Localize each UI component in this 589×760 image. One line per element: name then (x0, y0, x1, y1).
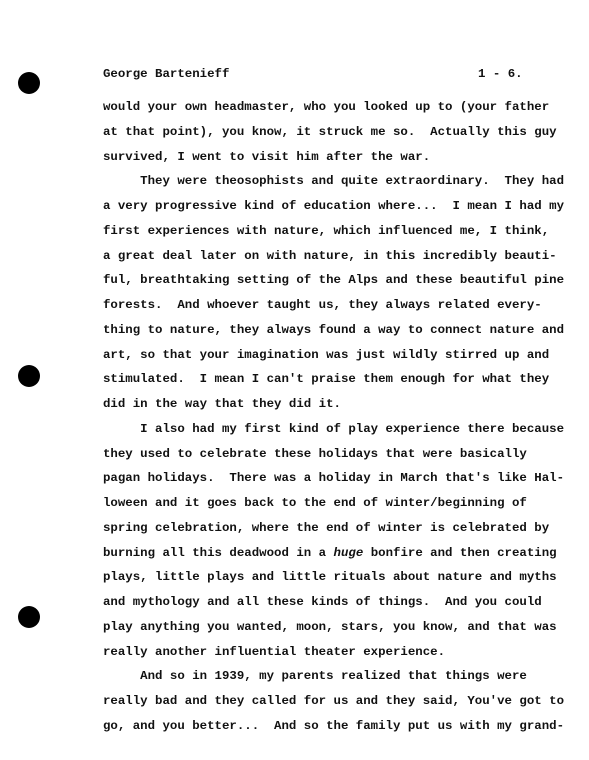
text-line: stimulated. I mean I can't praise them enough for what they (103, 372, 550, 387)
text-line: they used to celebrate these holidays that were basically (103, 446, 527, 461)
text-line: really another influential theater experience. (103, 644, 446, 659)
text-line: a great deal later on with nature, in this incredibly beauti- (103, 248, 557, 263)
text-line: ful, breathtaking setting of the Alps and these beautiful pine (103, 273, 565, 288)
punch-hole-bottom (18, 606, 40, 628)
text-line: thing to nature, they always found a way to connect nature and (103, 322, 565, 337)
punch-hole-middle (18, 365, 40, 387)
text-line: pagan holidays. There was a holiday in March that's like Hal- (103, 471, 565, 486)
text-span: bonfire and then creating (363, 545, 557, 560)
text-line: art, so that your imagination was just wildly stirred up and (103, 347, 550, 362)
text-line: play anything you wanted, moon, stars, you know, and that was (103, 619, 557, 634)
text-line: really bad and they called for us and they said, You've got to (103, 694, 565, 708)
transcript-body (103, 95, 565, 739)
text-line: And so in 1939, my parents realized that things were (103, 669, 527, 684)
text-span: burning all this deadwood in a (103, 545, 334, 560)
punch-hole-top (18, 72, 40, 94)
text-line (103, 541, 557, 566)
header-page-number: 1 - 6. (478, 67, 523, 81)
text-line: They were theosophists and quite extraordinary. They had (103, 174, 565, 189)
text-line: a very progressive kind of education where... I mean I had my (103, 199, 565, 213)
text-line: survived, I went to visit him after the war. (103, 149, 431, 164)
text-line: I also had my first kind of play experience there because (103, 421, 565, 436)
header-author-name: George Bartenieff (103, 67, 230, 81)
text-line: and mythology and all these kinds of things. And you could (103, 595, 542, 609)
text-line: at that point), you know, it struck me so. Actually this guy (103, 124, 557, 139)
text-line: did in the way that they did it. (103, 397, 341, 411)
italic-emphasis: huge (333, 545, 364, 560)
text-line: spring celebration, where the end of winter is celebrated by (103, 520, 550, 535)
text-line: plays, little plays and little rituals about nature and myths (103, 570, 557, 585)
text-line: loween and it goes back to the end of winter/beginning of (103, 496, 527, 510)
text-line: would your own headmaster, who you looked up to (your father (103, 100, 550, 114)
text-line: forests. And whoever taught us, they always related every- (103, 298, 542, 312)
text-line: first experiences with nature, which influenced me, I think, (103, 223, 550, 238)
text-line: go, and you better... And so the family put us with my grand- (103, 718, 565, 733)
